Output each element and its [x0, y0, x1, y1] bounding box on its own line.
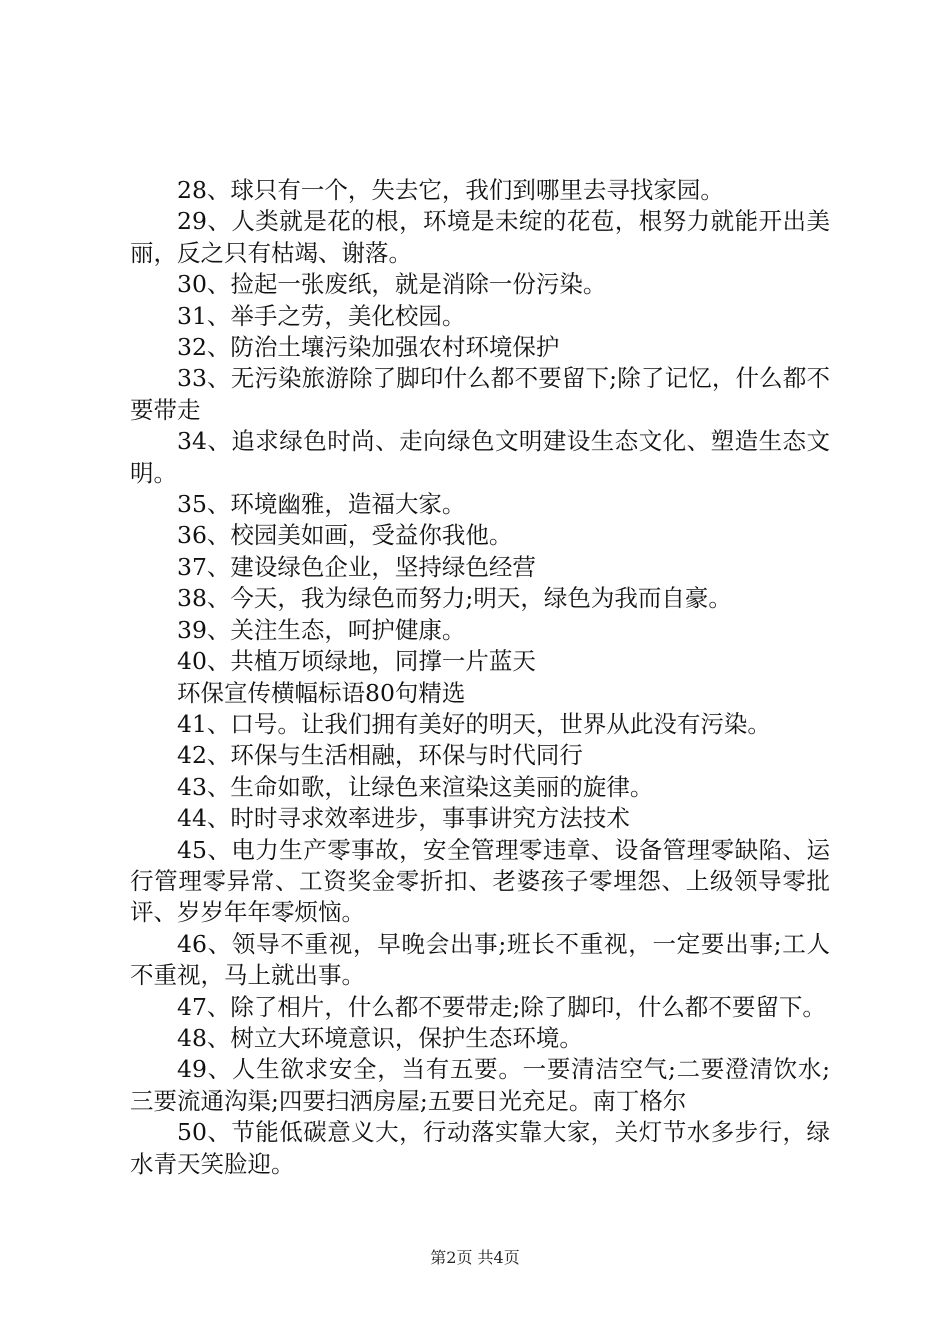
paragraph-36: 36、校园美如画，受益你我他。	[177, 521, 513, 550]
paragraph-48: 48、树立大环境意识，保护生态环境。	[177, 1023, 583, 1052]
paragraph-42: 42、环保与生活相融，环保与时代同行	[177, 741, 583, 770]
paragraph-49: 49、人生欲求安全，当有五要。一要清洁空气;二要澄清饮水;三要流通沟渠;四要扫洒房屋;五要日光充足。南丁格尔	[130, 1055, 830, 1115]
paragraph-34: 34、追求绿色时尚、走向绿色文明建设生态文化、塑造生态文明。	[130, 427, 830, 487]
paragraph-50: 50、节能低碳意义大，行动落实靠大家，关灯节水多步行，绿水青天笑脸迎。	[130, 1118, 830, 1178]
paragraph-47: 47、除了相片，什么都不要带走;除了脚印，什么都不要留下。	[177, 992, 826, 1021]
paragraph-41: 41、口号。让我们拥有美好的明天，世界从此没有污染。	[177, 709, 771, 738]
paragraph-43: 43、生命如歌，让绿色来渲染这美丽的旋律。	[177, 772, 654, 801]
paragraph-44: 44、时时寻求效率进步，事事讲究方法技术	[177, 804, 630, 833]
paragraph-31: 31、举手之劳，美化校园。	[177, 301, 466, 330]
section-heading: 环保宣传横幅标语80句精选	[177, 678, 466, 707]
paragraph-46: 46、领导不重视，早晚会出事;班长不重视，一定要出事;工人不重视，马上就出事。	[130, 929, 830, 990]
paragraph-28: 28、球只有一个，失去它，我们到哪里去寻找家园。	[177, 176, 724, 204]
paragraph-39: 39、关注生态，呵护健康。	[177, 615, 466, 644]
paragraph-37: 37、建设绿色企业，坚持绿色经营	[177, 552, 536, 581]
paragraph-33: 33、无污染旅游除了脚印什么都不要留下;除了记忆，什么都不要带走	[130, 364, 830, 424]
paragraph-29: 29、人类就是花的根，环境是未绽的花苞，根努力就能开出美丽，反之只有枯竭、谢落。	[130, 207, 830, 267]
paragraph-40: 40、共植万顷绿地，同撑一片蓝天	[177, 647, 536, 676]
document-body	[130, 175, 830, 1180]
paragraph-30: 30、捡起一张废纸，就是消除一份污染。	[177, 270, 607, 299]
paragraph-32: 32、防治土壤污染加强农村环境保护	[177, 333, 560, 362]
paragraph-35: 35、环境幽雅，造福大家。	[177, 490, 466, 519]
paragraph-38: 38、今天，我为绿色而努力;明天，绿色为我而自豪。	[177, 584, 732, 613]
paragraph-45: 45、电力生产零事故，安全管理零违章、设备管理零缺陷、运行管理零异常、工资奖金零折扣、老婆孩子零埋怨、上级领导零批评、岁岁年年零烦恼。	[130, 835, 830, 927]
page-number-footer: 第2页 共4页	[430, 1248, 520, 1267]
